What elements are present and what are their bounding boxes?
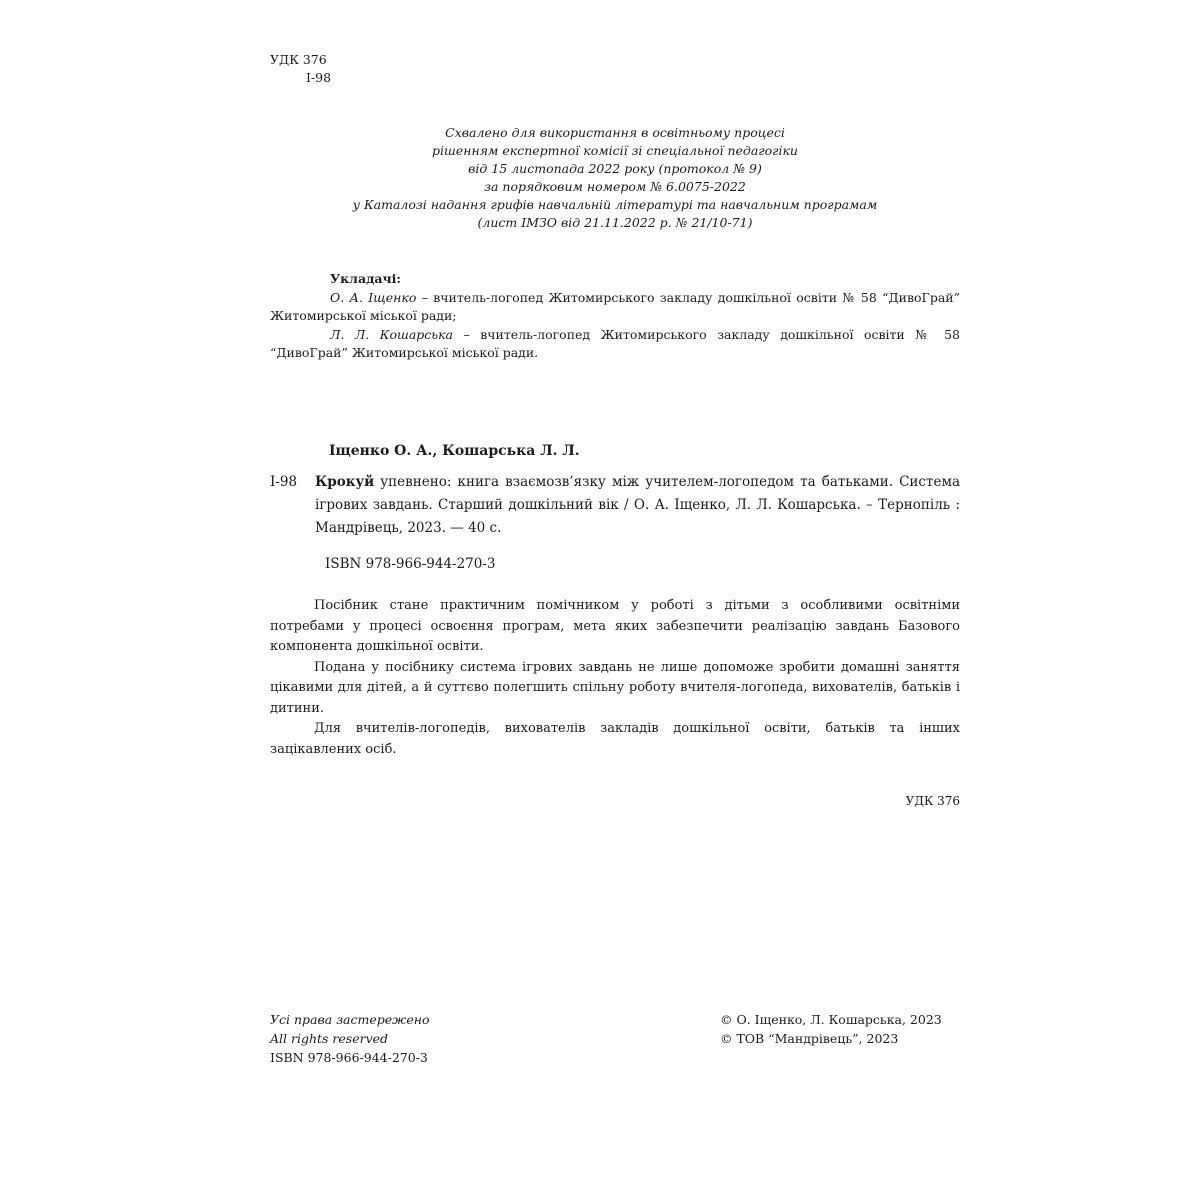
udc-bottom: УДК 376 <box>905 794 960 808</box>
copyright-authors: © О. Іщенко, Л. Кошарська, 2023 <box>720 1012 942 1027</box>
annotation-paragraph: Для вчителів-логопедів, вихователів закладів дошкільної освіти, батьків та інших зацікавлених осіб. <box>270 721 960 757</box>
biblio-text: упевнено: книга взаємозв’язку між учителем-логопедом та батьками. Система ігрових завдань. Старший дошкільний вік / О. А. Іщенко, Л. Л. Кошарська. – Тернопіль : Мандрівець, 2023. — 40 с. <box>315 474 960 536</box>
bibliographic-entry <box>270 471 960 540</box>
compiler-role: – вчитель-логопед Житомирського закладу дошкільної освіти № 58 “ДивоГрай” Житомирської міської ради; <box>270 289 960 323</box>
biblio-index: І-98 <box>270 474 298 490</box>
copyright-publisher: © ТОВ “Мандрівець”, 2023 <box>720 1031 899 1046</box>
biblio-title: Крокуй <box>315 474 375 490</box>
rights-block <box>270 1010 430 1067</box>
compilers-heading: Укладачі: <box>330 271 402 286</box>
udc-code: УДК 376 <box>270 52 327 67</box>
udc-header <box>270 51 331 87</box>
rights-en: All rights reserved <box>270 1031 389 1046</box>
authors-line: Іщенко О. А., Кошарська Л. Л. <box>329 443 580 459</box>
compiler-role: – вчитель-логопед Житомирського закладу дошкільної освіти № 58 “ДивоГрай” Житомирської міської ради. <box>270 326 960 360</box>
approval-line: у Каталозі надання грифів навчальній літературі та навчальним програмам <box>352 197 878 212</box>
rights-ua: Усі права застережено <box>270 1012 430 1027</box>
footer-isbn: ISBN 978-966-944-270-3 <box>270 1050 428 1065</box>
copyright-block <box>720 1010 942 1048</box>
isbn: ISBN 978-966-944-270-3 <box>325 556 496 572</box>
compiler-entry <box>270 326 960 363</box>
compilers-section <box>270 270 960 363</box>
approval-line: Схвалено для використання в освітньому процесі <box>445 125 785 140</box>
compiler-entry <box>270 289 960 326</box>
library-index: І-98 <box>306 70 332 85</box>
annotation <box>270 596 960 760</box>
approval-line: рішенням експертної комісії зі спеціальної педагогіки <box>432 143 798 158</box>
annotation-paragraph: Посібник стане практичним помічником у роботі з дітьми з особливими освітніми потребами у процесі освоєння програм, мета яких забезпечити реалізацію завдань Базового компонента дошкільної освіти. <box>270 598 960 654</box>
annotation-paragraph: Подана у посібнику система ігрових завдань не лише допоможе зробити домашні заняття цікавими для дітей, а й суттєво полегшить спільну роботу вчителя-логопеда, вихователів, батьків і дитини. <box>270 659 960 716</box>
compiler-name: Л. Л. Кошарська <box>330 326 454 342</box>
approval-line: від 15 листопада 2022 року (протокол № 9) <box>468 161 762 176</box>
biblio-description <box>315 471 960 540</box>
approval-line: за порядковим номером № 6.0075-2022 <box>484 179 746 194</box>
compiler-name: О. А. Іщенко <box>330 289 417 305</box>
approval-line: (лист ІМЗО від 21.11.2022 р. № 21/10-71) <box>477 215 753 230</box>
approval-notice <box>270 124 960 232</box>
